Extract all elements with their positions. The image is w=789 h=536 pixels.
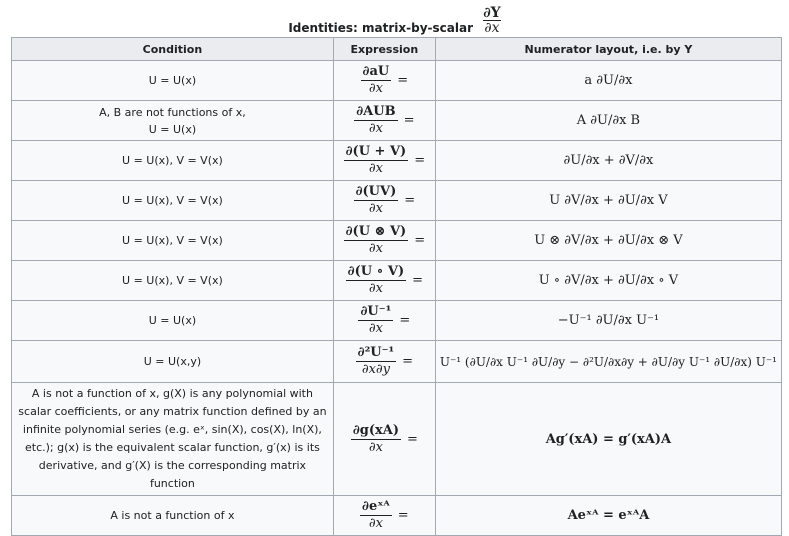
caption-denominator: ∂x <box>484 20 500 36</box>
expr-numerator: ∂(UV) <box>355 184 397 199</box>
expr-numerator: ∂g(xA) <box>352 422 399 438</box>
result-cell <box>435 141 781 181</box>
condition-cell <box>12 301 334 341</box>
expr-numerator: ∂aU <box>362 64 390 79</box>
condition-cell <box>12 383 334 496</box>
expr-denominator: ∂x <box>368 516 383 531</box>
result-text: U ⊗ ∂V/∂x + ∂U/∂x ⊗ V <box>534 233 683 248</box>
result-text: Ag′(xA) = g′(xA)A <box>545 431 672 447</box>
expression-fraction <box>361 64 392 97</box>
expression-fraction <box>351 423 401 456</box>
result-cell <box>435 61 781 101</box>
condition-text: A, B are not functions of x, U = U(x) <box>99 105 246 136</box>
expression-cell: $\frac{\partial aU}{\partial x}$ = <box>333 61 435 101</box>
result-cell <box>435 383 781 496</box>
expression-cell: $\frac{\partial(U \circ V)}{\partial x}$ = <box>333 261 435 301</box>
expr-denominator: ∂x <box>368 201 383 216</box>
expr-denominator: ∂x <box>368 161 383 176</box>
result-cell <box>435 221 781 261</box>
expression-cell: $\frac{\text{∂U⁻¹}}{\partial x}$ = <box>333 301 435 341</box>
expression-cell: $\frac{\text{∂AUB}}{\partial x}$ = <box>333 101 435 141</box>
header-numerator-layout: Numerator layout, i.e. by Y <box>435 38 781 61</box>
expression-fraction <box>360 499 392 532</box>
expression-fraction <box>354 184 399 217</box>
expr-numerator: ∂eˣᴬ <box>362 499 390 514</box>
table-row <box>12 496 782 536</box>
expression-fraction <box>356 345 397 378</box>
expr-numerator: ∂U⁻¹ <box>360 304 392 319</box>
expr-numerator: ∂²U⁻¹ <box>357 345 395 360</box>
expression-fraction <box>346 264 406 297</box>
expr-numerator: ∂AUB <box>356 104 396 119</box>
condition-text: A is not a function of x, g(X) is any polynomial with scalar coefficients, or any matrix function defined by an infinite polynomial series (e.g. eˣ, sin(X), cos(X), ln(X), etc.); g(x) is the equivalent scalar function, g′(x) is its derivative, and g′(X) is the corresponding matrix function <box>18 387 327 490</box>
table-row <box>12 383 782 496</box>
condition-cell <box>12 101 334 141</box>
expr-denominator: ∂x∂y <box>361 362 390 377</box>
result-cell <box>435 101 781 141</box>
identities-table <box>11 37 782 536</box>
result-text: ∂U/∂x + ∂V/∂x <box>563 153 654 168</box>
result-cell <box>435 341 781 383</box>
expression-fraction <box>344 144 409 177</box>
result-cell <box>435 261 781 301</box>
expr-denominator: ∂x <box>368 321 383 336</box>
result-text: A ∂U/∂x B <box>576 113 641 128</box>
table-row <box>12 101 782 141</box>
result-text: U ∂V/∂x + ∂U/∂x V <box>549 193 668 208</box>
condition-text: A is not a function of x <box>110 509 235 522</box>
table-row <box>12 301 782 341</box>
expr-numerator: ∂(U ⊗ V) <box>345 224 407 239</box>
caption-fraction <box>483 6 500 35</box>
expr-numerator: ∂(U + V) <box>345 144 407 159</box>
result-text: U ∘ ∂V/∂x + ∂U/∂x ∘ V <box>538 273 679 288</box>
table-row <box>12 221 782 261</box>
expr-denominator: ∂x <box>368 439 383 455</box>
expression-cell: $\frac{\partial(U + V)}{\partial x}$ = <box>333 141 435 181</box>
expression-fraction <box>354 104 397 137</box>
expression-fraction <box>344 224 409 257</box>
table-row <box>12 261 782 301</box>
expression-cell: $\frac{\partial(U \otimes V)}{\partial x}$ = <box>333 221 435 261</box>
expression-fraction <box>358 304 393 337</box>
expr-denominator: ∂x <box>368 241 383 256</box>
table-row <box>12 181 782 221</box>
condition-text: U = U(x) <box>148 314 197 327</box>
table-row <box>12 141 782 181</box>
result-text: Aeˣᴬ = eˣᴬA <box>567 508 650 523</box>
condition-cell <box>12 496 334 536</box>
result-text: U⁻¹ (∂U/∂x U⁻¹ ∂U/∂y − ∂²U/∂x∂y + ∂U/∂y U⁻¹ ∂U/∂x) U⁻¹ <box>439 354 777 369</box>
condition-cell <box>12 261 334 301</box>
expression-cell: $\frac{\partial g(xA)}{\partial x}$ = <box>333 383 435 496</box>
caption-label: Identities: matrix-by-scalar <box>288 21 473 35</box>
header-condition: Condition <box>12 38 334 61</box>
result-cell <box>435 496 781 536</box>
expr-denominator: ∂x <box>368 121 383 136</box>
condition-cell <box>12 181 334 221</box>
condition-cell <box>12 221 334 261</box>
condition-text: U = U(x) <box>148 74 197 87</box>
expression-cell: $\frac{\text{∂²U⁻¹}}{\partial x\partial y}$ = <box>333 341 435 383</box>
expr-denominator: ∂x <box>368 81 383 96</box>
result-cell <box>435 181 781 221</box>
expr-numerator: ∂(U ∘ V) <box>347 264 405 279</box>
header-expression: Expression <box>333 38 435 61</box>
header-row <box>12 38 782 61</box>
condition-text: U = U(x,y) <box>143 355 202 368</box>
table-row <box>12 341 782 383</box>
expression-cell: $\frac{\partial(UV)}{\partial x}$ = <box>333 181 435 221</box>
result-text: −U⁻¹ ∂U/∂x U⁻¹ <box>557 313 660 328</box>
expression-cell: $\frac{\text{∂eˣᴬ}}{\partial x}$ = <box>333 496 435 536</box>
result-cell <box>435 301 781 341</box>
condition-cell <box>12 61 334 101</box>
expr-denominator: ∂x <box>368 281 383 296</box>
table-row <box>12 61 782 101</box>
condition-text: U = U(x), V = V(x) <box>122 274 223 287</box>
condition-text: U = U(x), V = V(x) <box>122 234 223 247</box>
caption-numerator: ∂Y <box>483 5 501 21</box>
condition-text: U = U(x), V = V(x) <box>122 154 223 167</box>
result-text: a ∂U/∂x <box>584 73 633 88</box>
table-caption <box>0 0 789 37</box>
condition-cell <box>12 141 334 181</box>
condition-cell <box>12 341 334 383</box>
condition-text: U = U(x), V = V(x) <box>122 194 223 207</box>
